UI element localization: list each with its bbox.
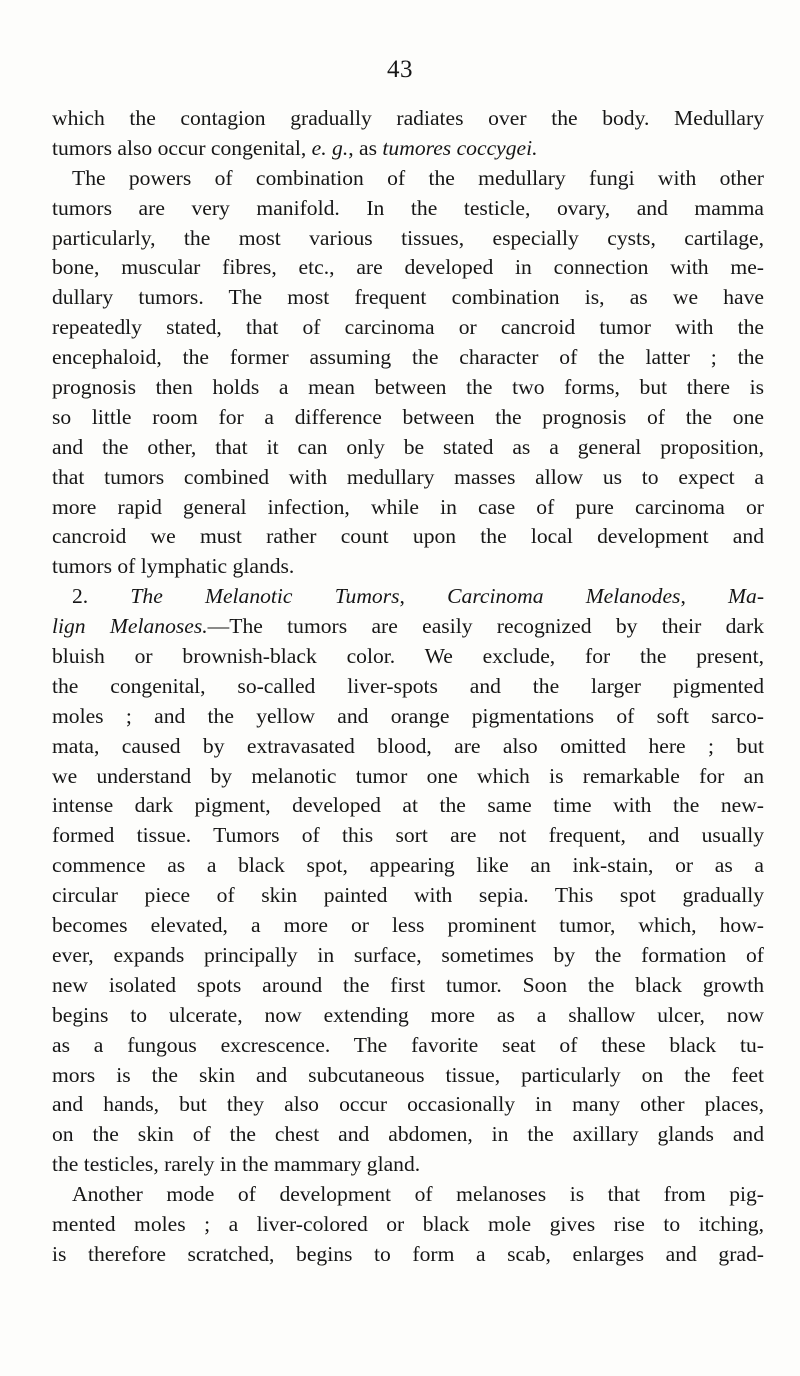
text-segment: , as: [348, 135, 383, 160]
text-line: [52, 1001, 764, 1031]
text-segment: new isolated spots around the first tumor. Soon the black growth: [52, 972, 764, 997]
text-segment: mata, caused by extravasated blood, are also omitted here ; but: [52, 733, 764, 758]
text-segment: begins to ulcerate, now extending more as a shallow ulcer, now: [52, 1002, 764, 1027]
text-segment: 2.: [72, 584, 131, 609]
text-segment: tumors of lymphatic glands.: [52, 554, 295, 579]
text-segment: circular piece of skin painted with sepia. This spot gradually: [52, 883, 764, 908]
text-line: [52, 911, 764, 941]
text-segment: intense dark pigment, developed at the same time with the new-: [52, 793, 764, 818]
text-line: [52, 403, 764, 433]
text-line: [52, 522, 764, 552]
text-segment: formed tissue. Tumors of this sort are not frequent, and usually: [52, 823, 764, 848]
text-line: [52, 582, 764, 612]
italic-text-segment: tumores coccygei.: [382, 135, 538, 160]
text-line: [52, 224, 764, 254]
text-segment: moles ; and the yellow and orange pigmentations of soft sarco-: [52, 703, 764, 728]
text-line: [52, 791, 764, 821]
text-segment: which the contagion gradually radiates over the body. Medullary: [52, 106, 764, 130]
text-line: [52, 194, 764, 224]
text-line: [52, 732, 764, 762]
italic-text-segment: Carcinoma Melanodes: [447, 584, 681, 609]
text-segment: The powers of combination of the medullary fungi with other: [72, 165, 764, 190]
text-line: [52, 343, 764, 373]
text-line: [52, 164, 764, 194]
text-segment: cancroid we must rather count upon the local development and: [52, 524, 764, 549]
text-line: [52, 1031, 764, 1061]
text-segment: commence as a black spot, appearing like an ink-stain, or as a: [52, 853, 764, 878]
text-segment: bone, muscular fibres, etc., are developed in connection with me-: [52, 255, 764, 280]
body-text: [52, 104, 764, 1270]
text-line: [52, 612, 764, 642]
text-line: [52, 433, 764, 463]
text-line: [52, 642, 764, 672]
text-line: [52, 821, 764, 851]
text-segment: Another mode of development of melanoses is that from pig-: [72, 1182, 764, 1207]
text-line: [52, 1090, 764, 1120]
text-segment: mented moles ; a liver-colored or black mole gives rise to itching,: [52, 1211, 764, 1236]
text-line: [52, 941, 764, 971]
text-segment: repeatedly stated, that of carcinoma or cancroid tumor with the: [52, 315, 764, 340]
text-segment: we understand by melanotic tumor one which is remarkable for an: [52, 763, 764, 788]
text-segment: that tumors combined with medullary masses allow us to expect a: [52, 464, 764, 489]
text-segment: tumors also occur congenital,: [52, 135, 312, 160]
italic-text-segment: The Melanotic Tumors: [130, 584, 400, 609]
italic-text-segment: e. g.: [311, 135, 349, 160]
text-line: [52, 463, 764, 493]
text-segment: and the other, that it can only be stated as a general proposition,: [52, 434, 764, 459]
text-line: [52, 373, 764, 403]
text-segment: more rapid general infection, while in case of pure carcinoma or: [52, 494, 764, 519]
text-line: [52, 851, 764, 881]
text-line: [52, 1240, 764, 1270]
text-segment: ,: [680, 584, 729, 609]
text-segment: is therefore scratched, begins to form a scab, enlarges and grad-: [52, 1241, 764, 1266]
text-line: [52, 1061, 764, 1091]
text-line: [52, 283, 764, 313]
text-segment: as a fungous excrescence. The favorite seat of these black tu-: [52, 1032, 764, 1057]
text-segment: ever, expands principally in surface, sometimes by the formation of: [52, 942, 764, 967]
text-line: [52, 1180, 764, 1210]
text-line: [52, 762, 764, 792]
text-segment: the congenital, so-called liver-spots and the larger pigmented: [52, 673, 764, 698]
text-line: [52, 104, 764, 134]
text-segment: encephaloid, the former assuming the character of the latter ; the: [52, 345, 764, 370]
italic-text-segment: Ma-: [728, 584, 765, 609]
text-segment: —The tumors are easily recognized by their dark: [207, 614, 764, 639]
text-line: [52, 253, 764, 283]
text-line: [52, 313, 764, 343]
text-line: [52, 672, 764, 702]
text-segment: so little room for a difference between the prognosis of the one: [52, 404, 764, 429]
text-line: [52, 702, 764, 732]
text-line: [52, 134, 764, 164]
text-segment: ,: [399, 584, 448, 609]
text-line: [52, 1210, 764, 1240]
text-line: [52, 493, 764, 523]
text-segment: mors is the skin and subcutaneous tissue, particularly on the feet: [52, 1062, 764, 1087]
page-number: 43: [387, 56, 413, 83]
text-segment: particularly, the most various tissues, especially cysts, cartilage,: [52, 225, 764, 250]
text-segment: becomes elevated, a more or less prominent tumor, which, how-: [52, 913, 764, 938]
text-line: [52, 881, 764, 911]
text-line: [52, 971, 764, 1001]
text-segment: bluish or brownish-black color. We exclude, for the present,: [52, 644, 764, 669]
text-segment: and hands, but they also occur occasionally in many other places,: [52, 1092, 764, 1117]
italic-text-segment: lign Melanoses.: [52, 614, 208, 639]
text-segment: tumors are very manifold. In the testicle, ovary, and mamma: [52, 195, 764, 220]
text-line: [52, 1120, 764, 1150]
text-line: [52, 552, 764, 582]
text-segment: dullary tumors. The most frequent combination is, as we have: [52, 285, 764, 310]
text-segment: the testicles, rarely in the mammary gland.: [52, 1152, 421, 1177]
text-line: [52, 1150, 764, 1180]
text-segment: prognosis then holds a mean between the two forms, but there is: [52, 375, 764, 400]
text-segment: on the skin of the chest and abdomen, in the axillary glands and: [52, 1122, 764, 1147]
